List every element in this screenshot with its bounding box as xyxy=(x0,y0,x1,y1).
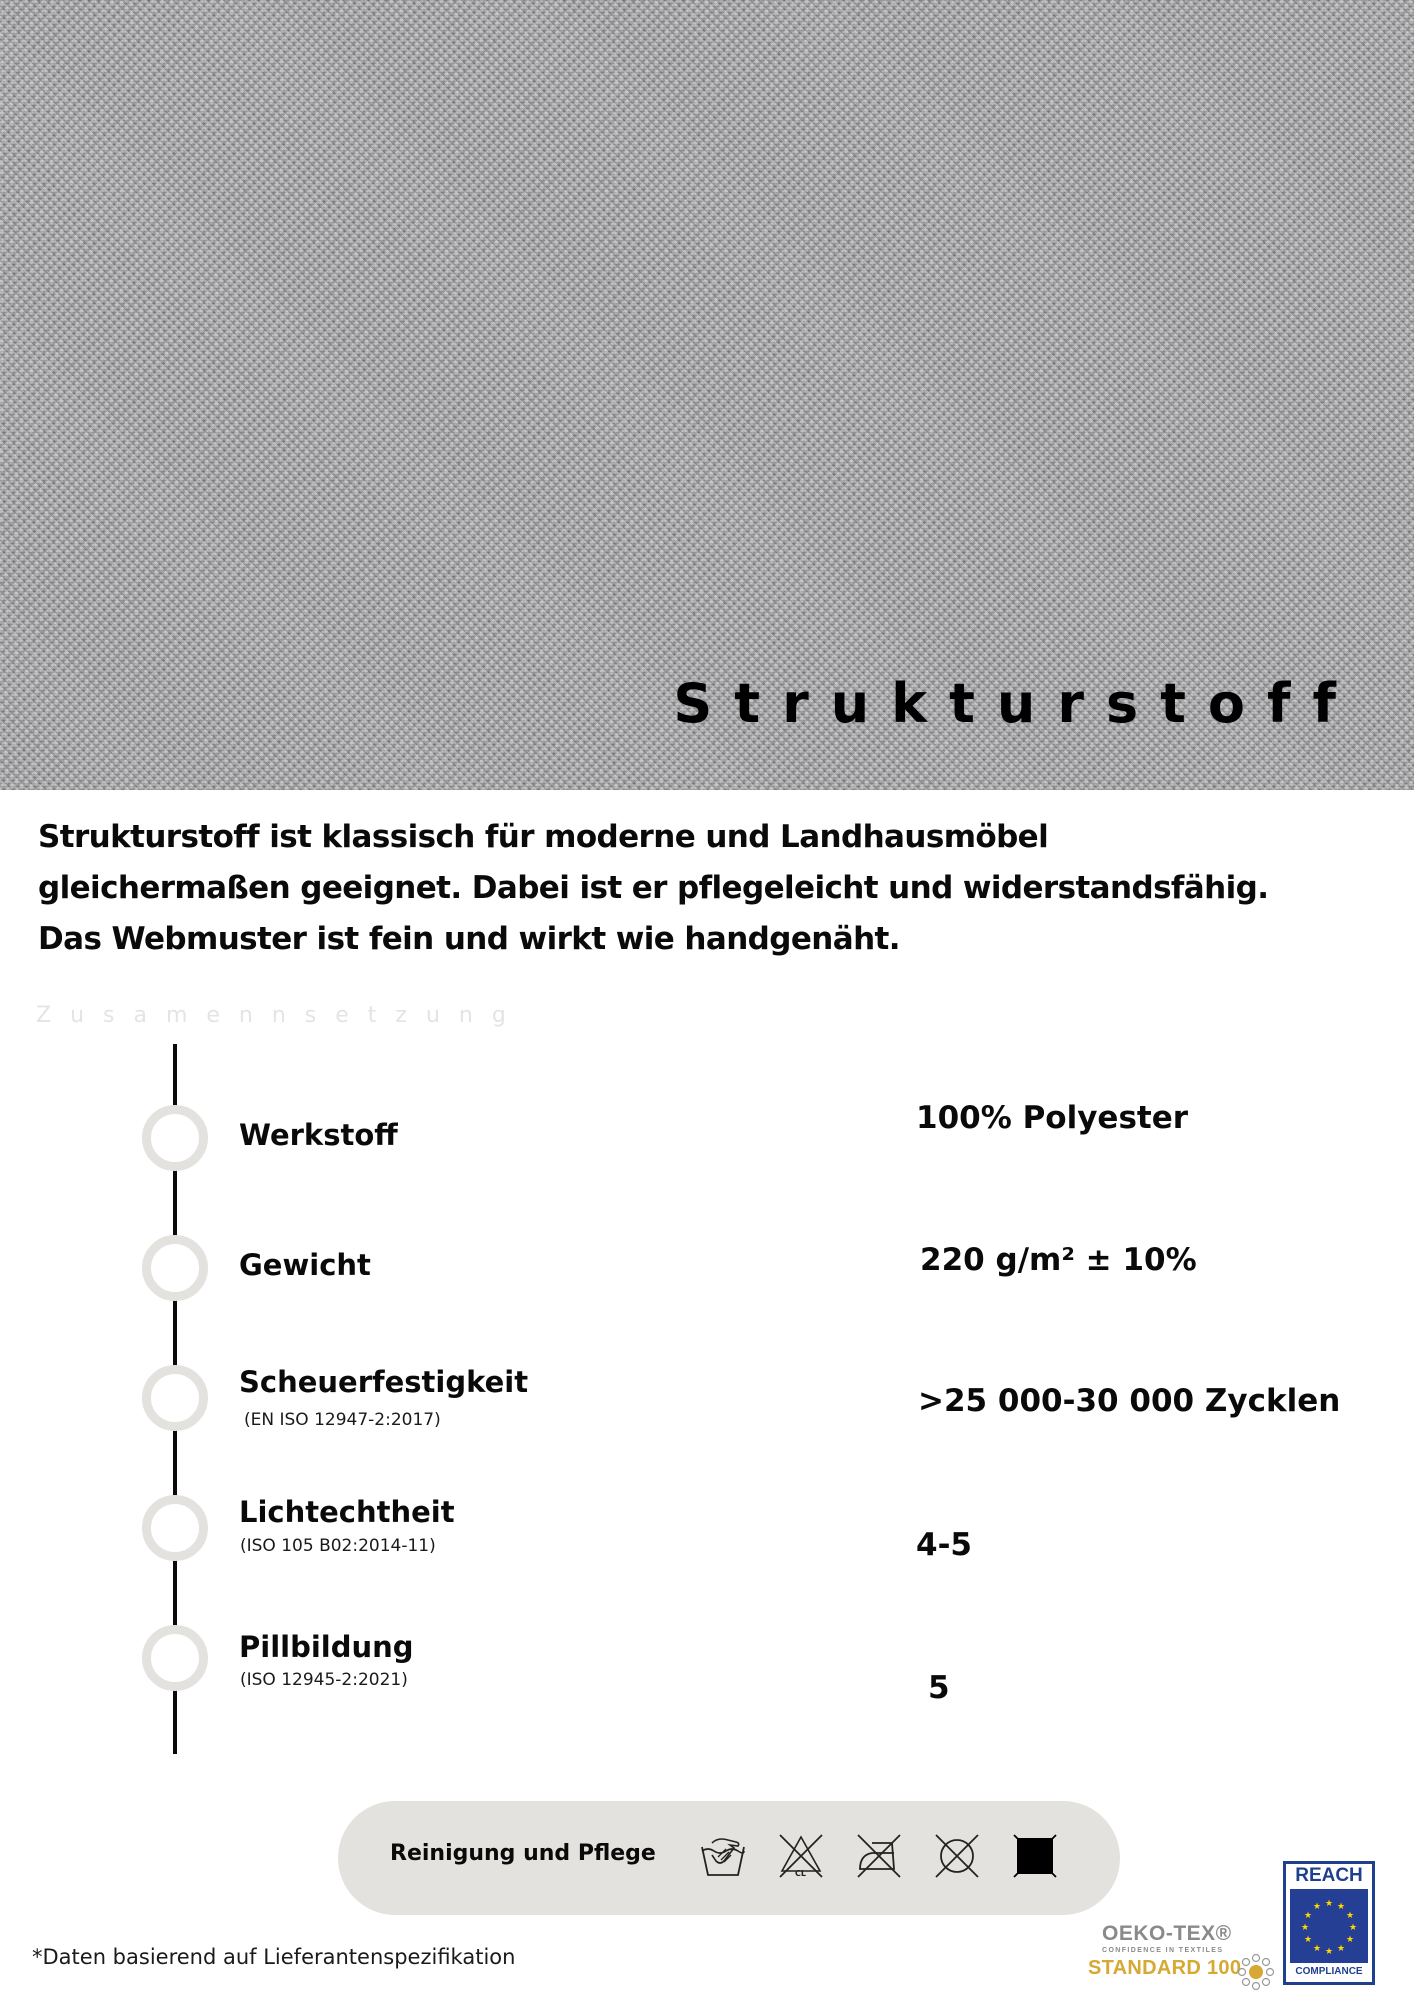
svg-text:CL: CL xyxy=(795,1869,806,1878)
reach-title: REACH xyxy=(1295,1865,1363,1886)
property-value-werkstoff: 100% Polyester xyxy=(916,1100,1189,1136)
svg-text:★: ★ xyxy=(1345,1935,1355,1945)
oeko-tex-title: OEKO-TEX® xyxy=(1102,1922,1232,1945)
oeko-tex-subtitle: CONFIDENCE IN TEXTILES xyxy=(1102,1947,1224,1954)
property-norm-lichtechtheit: (ISO 105 B02:2014-11) xyxy=(240,1536,436,1556)
eu-stars-icon xyxy=(1290,1889,1368,1963)
svg-text:★: ★ xyxy=(1312,1902,1322,1912)
intro-paragraph xyxy=(38,812,1378,965)
oeko-tex-logo xyxy=(1088,1922,1276,1988)
intro-line: gleichermaßen geeignet. Dabei ist er pflegeleicht und widerstandsfähig. xyxy=(38,870,1269,906)
oeko-tex-standard: STANDARD 100 xyxy=(1088,1957,1242,1979)
svg-text:★: ★ xyxy=(1348,1923,1358,1933)
property-value-pillbildung: 5 xyxy=(928,1670,950,1706)
section-label-composition: Zusamennsetzung xyxy=(36,1003,525,1028)
timeline-node xyxy=(142,1235,208,1301)
no-dry-clean-icon xyxy=(1010,1831,1060,1881)
fabric-hero-image xyxy=(0,0,1414,790)
property-label-lichtechtheit: Lichtechtheit xyxy=(239,1495,455,1529)
timeline-node xyxy=(142,1625,208,1691)
care-label: Reinigung und Pflege xyxy=(390,1841,656,1866)
timeline-node xyxy=(142,1495,208,1561)
reach-compliance-logo xyxy=(1283,1861,1375,1985)
svg-text:★: ★ xyxy=(1303,1935,1313,1945)
no-tumble-dry-icon xyxy=(932,1831,982,1881)
footnote: *Daten basierend auf Lieferantenspezifikation xyxy=(32,1945,516,1969)
svg-text:★: ★ xyxy=(1303,1911,1313,1921)
hand-wash-icon xyxy=(698,1831,748,1881)
property-value-gewicht: 220 g/m² ± 10% xyxy=(920,1242,1197,1278)
svg-text:★: ★ xyxy=(1345,1911,1355,1921)
timeline-node xyxy=(142,1365,208,1431)
property-value-lichtechtheit: 4-5 xyxy=(916,1527,973,1563)
property-label-gewicht: Gewicht xyxy=(239,1248,371,1282)
svg-text:★: ★ xyxy=(1324,1947,1334,1957)
svg-text:★: ★ xyxy=(1312,1944,1322,1954)
svg-text:★: ★ xyxy=(1336,1902,1346,1912)
intro-line: Das Webmuster ist fein und wirkt wie handgenäht. xyxy=(38,921,900,957)
timeline-node xyxy=(142,1105,208,1171)
svg-text:★: ★ xyxy=(1324,1899,1334,1909)
svg-text:★: ★ xyxy=(1336,1944,1346,1954)
no-bleach-icon xyxy=(776,1831,826,1881)
no-ironing-icon xyxy=(854,1831,904,1881)
intro-line: Strukturstoff ist klassisch für moderne und Landhausmöbel xyxy=(38,819,1049,855)
property-norm-scheuerfestigkeit: (EN ISO 12947-2:2017) xyxy=(244,1410,441,1430)
reach-compliance-label: COMPLIANCE xyxy=(1295,1966,1363,1977)
property-label-scheuerfestigkeit: Scheuerfestigkeit xyxy=(239,1365,529,1399)
property-label-werkstoff: Werkstoff xyxy=(239,1118,398,1152)
svg-text:★: ★ xyxy=(1300,1923,1310,1933)
page-title: Strukturstoff xyxy=(673,672,1358,735)
oeko-tex-flower-icon xyxy=(1236,1952,1276,1992)
property-value-scheuerfestigkeit: >25 000-30 000 Zycklen xyxy=(918,1383,1341,1419)
care-instructions-bar xyxy=(338,1801,1120,1915)
property-label-pillbildung: Pillbildung xyxy=(239,1630,414,1664)
property-norm-pillbildung: (ISO 12945-2:2021) xyxy=(240,1670,408,1690)
